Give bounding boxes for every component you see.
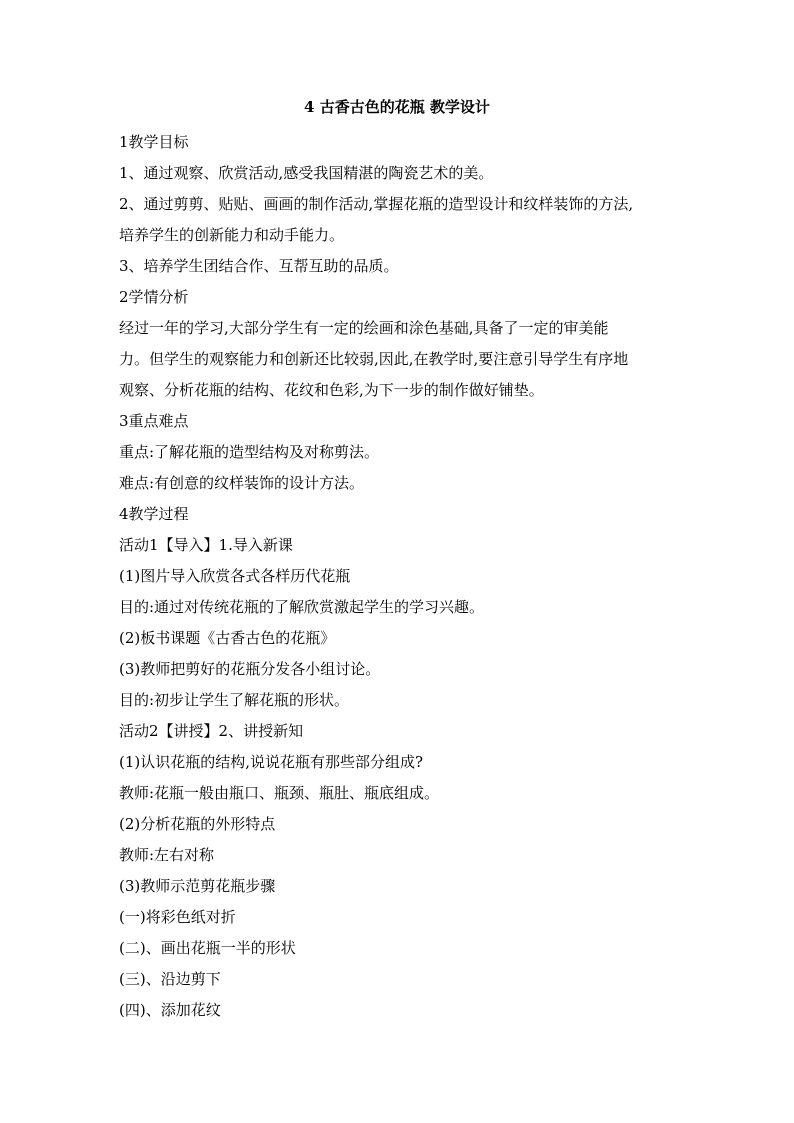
paragraph-line: (2)板书课题《古香古色的花瓶》 [119,629,336,647]
document-title: 4 古香古色的花瓶 教学设计 [304,98,490,116]
paragraph-line: 目的:通过对传统花瓶的了解欣赏激起学生的学习兴趣。 [119,598,485,616]
paragraph-line: 难点:有创意的纹样装饰的设计方法。 [119,474,365,492]
paragraph-line: 教师:左右对称 [119,846,215,864]
paragraph-line: 经过一年的学习,大部分学生有一定的绘画和涂色基础,具备了一定的审美能 [119,319,609,337]
section-heading-key-points: 3重点难点 [119,412,189,430]
paragraph-line: 3、培养学生团结合作、互帮互助的品质。 [119,257,399,275]
paragraph-line: 观察、分析花瓶的结构、花纹和色彩,为下一步的制作做好铺垫。 [119,381,544,399]
paragraph-line: 力。但学生的观察能力和创新还比较弱,因此,在教学时,要注意引导学生有序地 [119,350,629,368]
section-heading-objectives: 1教学目标 [119,133,189,151]
paragraph-line: (1)认识花瓶的结构,说说花瓶有那些部分组成? [119,753,424,771]
paragraph-line: (二)、画出花瓶一半的形状 [119,939,296,957]
section-heading-process: 4教学过程 [119,505,189,523]
paragraph-line: (三)、沿边剪下 [119,970,221,988]
paragraph-line: 2、通过剪剪、贴贴、画画的制作活动,掌握花瓶的造型设计和纹样装饰的方法, [119,195,634,213]
document-body [119,127,679,1026]
paragraph-line: (一)将彩色纸对折 [119,908,236,926]
paragraph-line: 培养学生的创新能力和动手能力。 [119,226,345,244]
paragraph-line: (1)图片导入欣赏各式各样历代花瓶 [119,567,351,585]
activity-heading: 活动1【导入】1.导入新课 [119,536,293,554]
paragraph-line: 重点:了解花瓶的造型结构及对称剪法。 [119,443,380,461]
section-heading-analysis: 2学情分析 [119,288,189,306]
paragraph-line: (3)教师把剪好的花瓶分发各小组讨论。 [119,660,381,678]
paragraph-line: 1、通过观察、欣赏活动,感受我国精湛的陶瓷艺术的美。 [119,164,494,182]
paragraph-line: 教师:花瓶一般由瓶口、瓶颈、瓶肚、瓶底组成。 [119,784,440,802]
paragraph-line: (四)、添加花纹 [119,1001,221,1019]
paragraph-line: 目的:初步让学生了解花瓶的形状。 [119,691,350,709]
paragraph-line: (3)教师示范剪花瓶步骤 [119,877,276,895]
activity-heading: 活动2【讲授】2、讲授新知 [119,722,304,740]
paragraph-line: (2)分析花瓶的外形特点 [119,815,276,833]
